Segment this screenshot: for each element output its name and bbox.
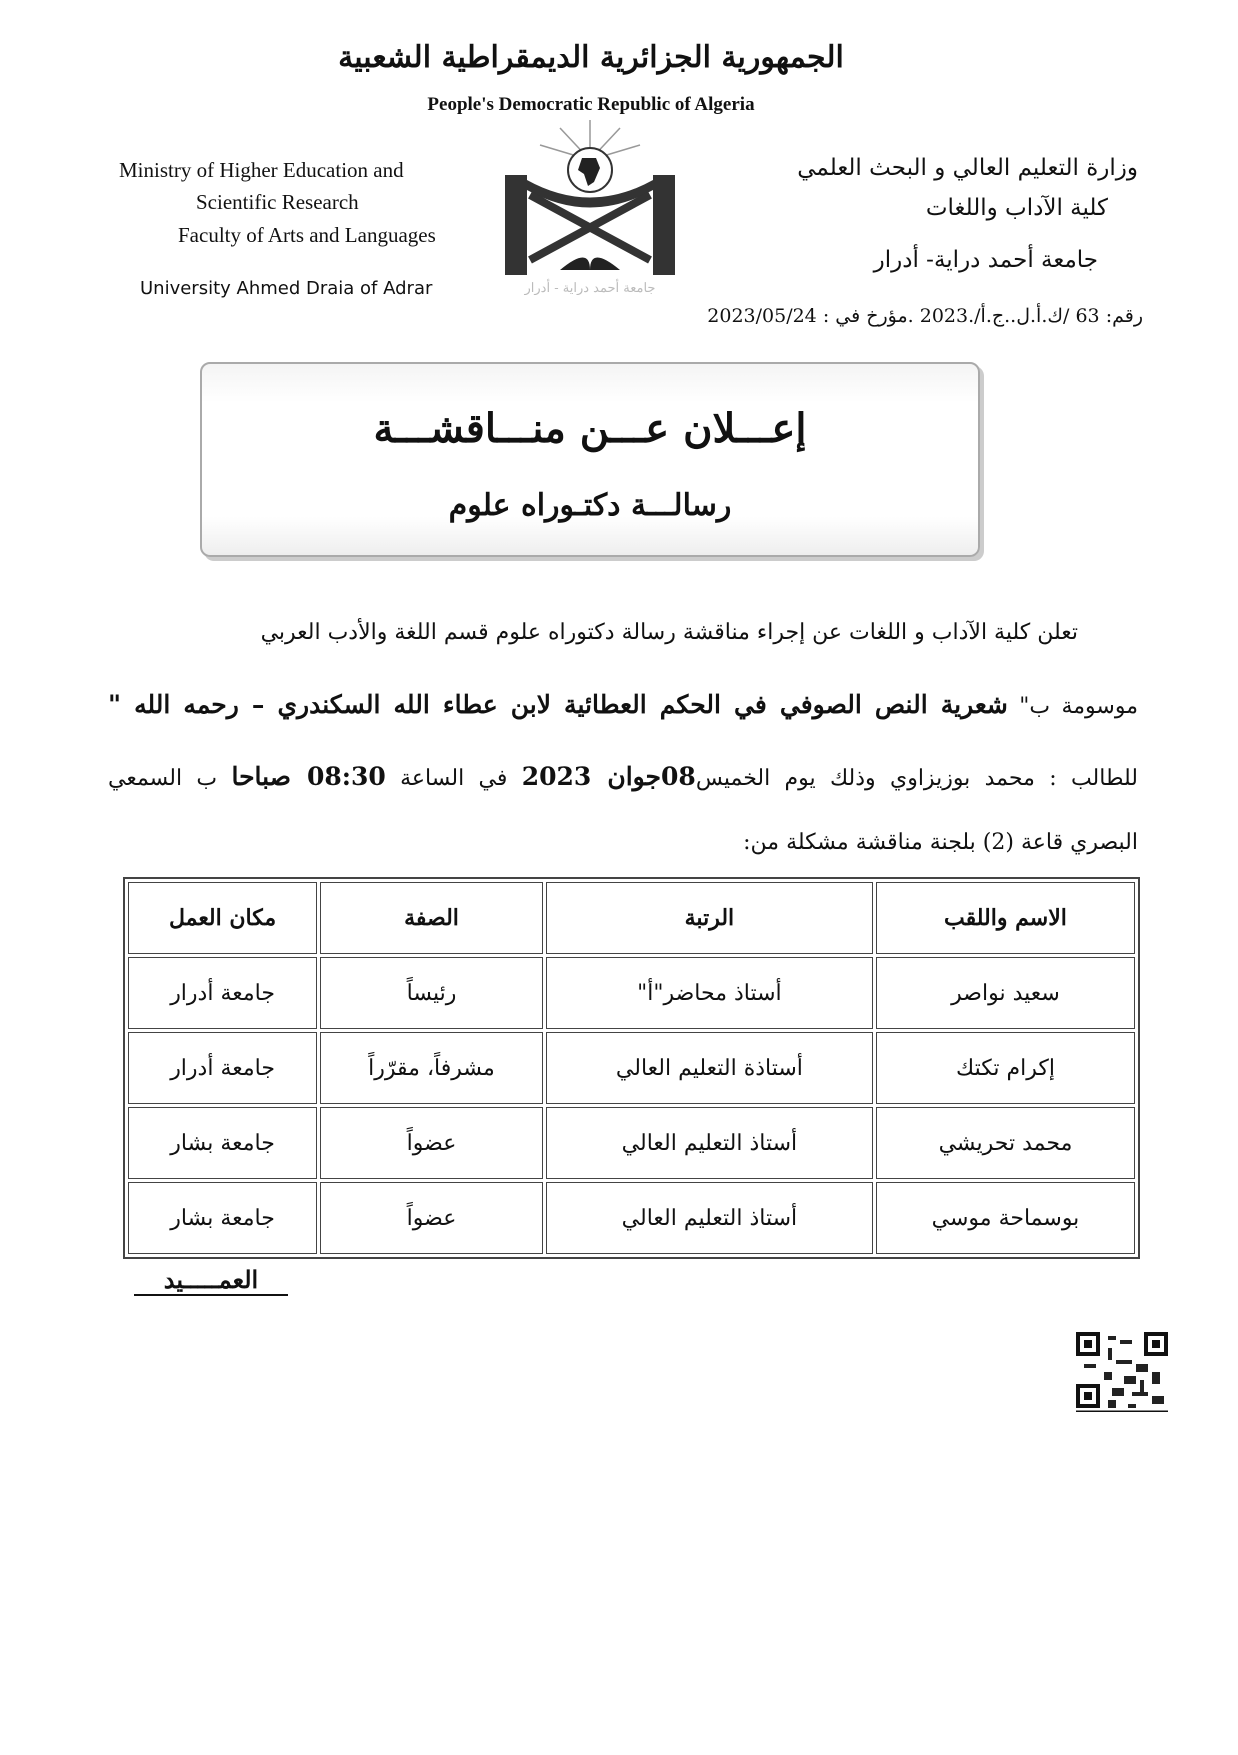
cell: أستاذ التعليم العالي (546, 1107, 873, 1179)
body-line-2 (108, 690, 1138, 719)
cell: عضواً (320, 1107, 543, 1179)
cell: عضواً (320, 1182, 543, 1254)
defense-time: 08:30 صباحا (231, 762, 386, 791)
header-role: الصفة (320, 882, 543, 954)
body-line-4: البصري قاعة (2) بلجنة مناقشة مشكلة من: (743, 830, 1138, 855)
student-text: للطالب : محمد بوزيزاوي وذلك يوم الخميس (695, 766, 1138, 791)
cell: سعيد نواصر (876, 957, 1135, 1029)
republic-arabic: الجمهورية الجزائرية الديمقراطية الشعبية (338, 40, 844, 75)
cell: أستاذ محاضر"أ" (546, 957, 873, 1029)
announcement-title: إعـــلان عـــن منـــاقشـــة (373, 405, 807, 452)
cell: أستاذة التعليم العالي (546, 1032, 873, 1104)
ministry-line-2: Scientific Research (196, 190, 359, 214)
header-name: الاسم واللقب (876, 882, 1135, 954)
university-en: University Ahmed Draia of Adrar (140, 278, 433, 299)
cell: إكرام تكتك (876, 1032, 1135, 1104)
cell: بوسماحة موسي (876, 1182, 1135, 1254)
time-label: في الساعة (400, 766, 508, 791)
venue-text: ب السمعي (108, 766, 218, 791)
table-row (128, 1107, 1135, 1179)
cell: جامعة أدرار (128, 1032, 317, 1104)
cell: محمد تحريشي (876, 1107, 1135, 1179)
body-line-1: تعلن كلية الآداب و اللغات عن إجراء مناقشة رسالة دكتوراه علوم قسم اللغة والأدب العربي (260, 620, 1078, 645)
thesis-title: شعرية النص الصوفي في الحكم العطائية لابن عطاء الله السكندري – رحمه الله " (108, 690, 1008, 719)
table-header-row (128, 882, 1135, 954)
dean-signature-label: العمـــــيد (134, 1265, 288, 1296)
university-logo (500, 120, 680, 295)
cell: جامعة بشار (128, 1107, 317, 1179)
ministry-line-1: Ministry of Higher Education and (119, 158, 404, 182)
republic-english: People's Democratic Republic of Algeria (427, 94, 755, 115)
body-line-3 (108, 762, 1138, 791)
committee-table (123, 877, 1140, 1259)
reference-number: رقم: 63 /ك.أ.ل..ج.أ/.2023 .مؤرخ في : 2023/05/24 (707, 305, 1143, 327)
faculty-en: Faculty of Arts and Languages (178, 223, 436, 247)
table-row (128, 1182, 1135, 1254)
defense-date: 08جوان 2023 (521, 762, 696, 791)
cell: أستاذ التعليم العالي (546, 1182, 873, 1254)
logo-caption: جامعة أحمد دراية - أدرار (524, 281, 656, 295)
thesis-prefix: موسومة ب" (1019, 694, 1138, 719)
header-rank: الرتبة (546, 882, 873, 954)
faculty-ar: كلية الآداب واللغات (925, 195, 1108, 221)
ministry-ar: وزارة التعليم العالي و البحث العلمي (797, 155, 1138, 181)
table-row (128, 957, 1135, 1029)
header-workplace: مكان العمل (128, 882, 317, 954)
announcement-subtitle: رسالـــة دكتـوراه علوم (448, 488, 732, 523)
cell: رئيساً (320, 957, 543, 1029)
cell: جامعة بشار (128, 1182, 317, 1254)
announcement-banner (200, 362, 980, 557)
cell: مشرفاً، مقرّراً (320, 1032, 543, 1104)
cell: جامعة أدرار (128, 957, 317, 1029)
table-row (128, 1032, 1135, 1104)
qr-code (1076, 1332, 1168, 1412)
university-ar: جامعة أحمد دراية- أدرار (873, 247, 1098, 273)
